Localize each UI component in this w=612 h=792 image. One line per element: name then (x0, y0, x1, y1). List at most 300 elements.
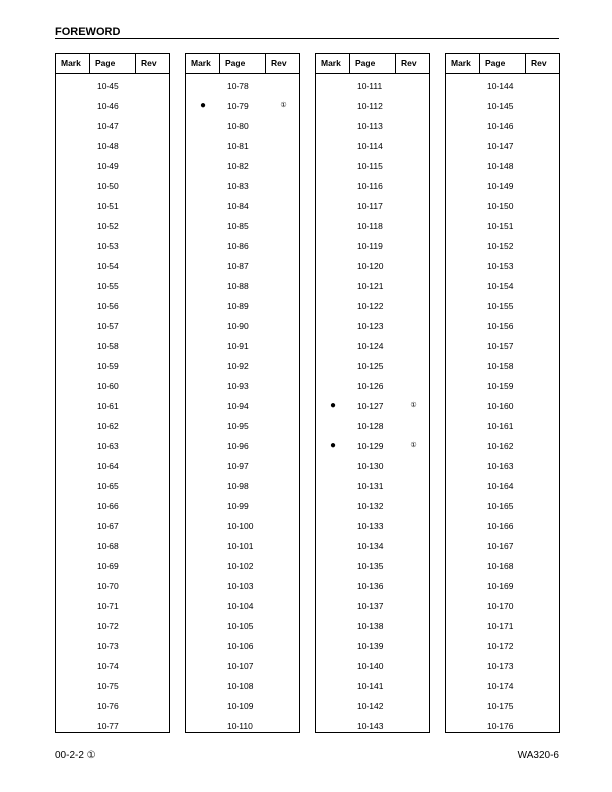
page-cell: 10-108 (227, 681, 254, 691)
mark-cell (56, 96, 90, 116)
table-row (56, 536, 169, 556)
rev-cell (396, 596, 431, 616)
table-row (56, 616, 169, 636)
mark-cell (186, 516, 220, 536)
mark-cell (186, 116, 220, 136)
page-cell: 10-157 (487, 341, 514, 351)
table-header (56, 54, 169, 74)
page-cell: 10-168 (487, 561, 514, 571)
revision-table-2 (185, 53, 300, 733)
page-cell: 10-118 (357, 221, 383, 231)
mark-cell (186, 196, 220, 216)
table-row (316, 136, 429, 156)
page-cell: 10-92 (227, 361, 249, 371)
page-cell: 10-116 (357, 181, 383, 191)
rev-cell (526, 416, 561, 436)
page-cell: 10-95 (227, 421, 249, 431)
rev-cell (136, 76, 171, 96)
table-row (56, 76, 169, 96)
table-row (446, 216, 559, 236)
page-cell: 10-56 (97, 301, 119, 311)
page-cell: 10-170 (487, 601, 514, 611)
mark-cell (316, 216, 350, 236)
table-row (446, 676, 559, 696)
rev-cell (266, 356, 301, 376)
mark-cell (56, 316, 90, 336)
table-row (56, 216, 169, 236)
mark-cell (446, 116, 480, 136)
table-row (56, 596, 169, 616)
rev-cell (136, 196, 171, 216)
mark-cell (316, 336, 350, 356)
table-row (56, 136, 169, 156)
page-cell: 10-126 (357, 381, 384, 391)
table-row (56, 316, 169, 336)
page-cell: 10-114 (357, 141, 383, 151)
page-cell: 10-49 (97, 161, 119, 171)
rev-cell (266, 636, 301, 656)
rev-cell (526, 456, 561, 476)
rev-cell (526, 376, 561, 396)
table-row (316, 316, 429, 336)
page-cell: 10-144 (487, 81, 514, 91)
page-cell: 10-101 (227, 541, 254, 551)
page-cell: 10-139 (357, 641, 384, 651)
mark-cell (56, 596, 90, 616)
page-cell: 10-121 (357, 281, 384, 291)
mark-cell (446, 176, 480, 196)
page-cell: 10-109 (227, 701, 254, 711)
page-cell: 10-58 (97, 341, 119, 351)
page-cell: 10-141 (357, 681, 384, 691)
page-cell: 10-136 (357, 581, 384, 591)
table-row (56, 516, 169, 536)
rev-cell (136, 376, 171, 396)
mark-cell (316, 596, 350, 616)
rev-cell (136, 276, 171, 296)
mark-cell (446, 716, 480, 736)
rev-cell (526, 96, 561, 116)
page-cell: 10-122 (357, 301, 384, 311)
table-row (56, 376, 169, 396)
mark-cell (316, 136, 350, 156)
page-cell: 10-61 (97, 401, 119, 411)
rev-cell (136, 436, 171, 456)
mark-cell (186, 356, 220, 376)
table-row (316, 256, 429, 276)
mark-cell (316, 716, 350, 736)
page-cell: 10-98 (227, 481, 249, 491)
table-row (446, 536, 559, 556)
table-row (186, 276, 299, 296)
table-row (316, 636, 429, 656)
page-cell: 10-66 (97, 501, 119, 511)
mark-cell (446, 196, 480, 216)
table-row (446, 336, 559, 356)
page-cell: 10-138 (357, 621, 384, 631)
rev-cell (266, 76, 301, 96)
rev-cell (396, 136, 431, 156)
page-cell: 10-100 (227, 521, 254, 531)
mark-cell (186, 136, 220, 156)
table-row (446, 176, 559, 196)
table-row (186, 396, 299, 416)
table-row (316, 556, 429, 576)
page-column-header: Page (350, 54, 396, 73)
mark-cell (446, 516, 480, 536)
page-cell: 10-152 (487, 241, 514, 251)
page-column-header: Page (480, 54, 526, 73)
table-row (186, 256, 299, 276)
table-row (186, 436, 299, 456)
page-cell: 10-45 (97, 81, 119, 91)
rev-cell (136, 216, 171, 236)
mark-cell (316, 496, 350, 516)
table-row (186, 596, 299, 616)
mark-cell (316, 696, 350, 716)
page-cell: 10-171 (487, 621, 514, 631)
page-cell: 10-135 (357, 561, 384, 571)
page-cell: 10-151 (487, 221, 514, 231)
mark-cell (56, 676, 90, 696)
rev-cell (526, 176, 561, 196)
table-row (186, 96, 299, 116)
table-row (446, 116, 559, 136)
page-cell: 10-149 (487, 181, 514, 191)
rev-cell (266, 116, 301, 136)
mark-cell (56, 436, 90, 456)
mark-cell (56, 356, 90, 376)
mark-cell (186, 496, 220, 516)
page-cell: 10-163 (487, 461, 514, 471)
rev-cell (396, 716, 431, 736)
page-cell: 10-172 (487, 641, 514, 651)
table-row (316, 656, 429, 676)
page-cell: 10-147 (487, 141, 514, 151)
mark-cell (56, 376, 90, 396)
table-row (56, 196, 169, 216)
page-cell: 10-156 (487, 321, 514, 331)
rev-cell (526, 396, 561, 416)
page-column-header: Page (90, 54, 136, 73)
rev-cell (136, 576, 171, 596)
page-cell: 10-167 (487, 541, 514, 551)
page-cell: 10-53 (97, 241, 119, 251)
page-cell: 10-145 (487, 101, 514, 111)
page-cell: 10-143 (357, 721, 384, 731)
mark-cell (56, 256, 90, 276)
page-cell: 10-140 (357, 661, 384, 671)
table-row (56, 96, 169, 116)
page-cell: 10-127 (357, 401, 384, 411)
table-row (446, 256, 559, 276)
mark-cell (316, 196, 350, 216)
mark-cell: ● (199, 100, 207, 111)
rev-cell (136, 176, 171, 196)
mark-cell (56, 656, 90, 676)
mark-cell (56, 616, 90, 636)
rev-cell (526, 596, 561, 616)
page-cell: 10-96 (227, 441, 249, 451)
rev-cell (136, 516, 171, 536)
mark-cell (316, 176, 350, 196)
page-cell: 10-87 (227, 261, 249, 271)
rev-cell (136, 336, 171, 356)
section-title: FOREWORD (55, 26, 121, 38)
table-row (316, 596, 429, 616)
table-row (186, 456, 299, 476)
table-row (446, 436, 559, 456)
mark-cell (56, 156, 90, 176)
rev-cell (396, 176, 431, 196)
page-cell: 10-133 (357, 521, 384, 531)
rev-cell (396, 216, 431, 236)
rev-cell (396, 576, 431, 596)
rev-cell (526, 516, 561, 536)
mark-cell (186, 636, 220, 656)
mark-cell (186, 696, 220, 716)
table-row (316, 236, 429, 256)
mark-cell (446, 436, 480, 456)
rev-cell (136, 496, 171, 516)
rev-cell (136, 456, 171, 476)
table-row (446, 276, 559, 296)
table-row (186, 716, 299, 736)
mark-cell (446, 456, 480, 476)
page-cell: 10-59 (97, 361, 119, 371)
mark-cell (446, 316, 480, 336)
rev-cell (526, 676, 561, 696)
rev-cell (396, 116, 431, 136)
mark-column-header: Mark (446, 54, 480, 73)
mark-cell (316, 76, 350, 96)
rev-cell (396, 496, 431, 516)
mark-cell (56, 296, 90, 316)
rev-cell: ① (410, 402, 417, 409)
mark-cell (56, 276, 90, 296)
mark-cell (446, 476, 480, 496)
rev-cell (136, 296, 171, 316)
table-row (56, 356, 169, 376)
table-row (56, 456, 169, 476)
table-row (446, 376, 559, 396)
rev-cell (136, 416, 171, 436)
page-cell: 10-71 (97, 601, 119, 611)
table-row (186, 236, 299, 256)
page-cell: 10-54 (97, 261, 119, 271)
mark-cell (56, 516, 90, 536)
rev-cell (136, 656, 171, 676)
table-row (316, 296, 429, 316)
rev-cell (396, 336, 431, 356)
footer-page-number: 00-2-2 ① (55, 750, 96, 761)
page-cell: 10-80 (227, 121, 249, 131)
rev-cell (136, 616, 171, 636)
rev-cell (266, 516, 301, 536)
rev-cell (266, 196, 301, 216)
table-row (186, 476, 299, 496)
rev-cell (136, 396, 171, 416)
mark-cell: ● (329, 440, 337, 451)
table-row (56, 336, 169, 356)
rev-cell (396, 296, 431, 316)
rev-cell (526, 76, 561, 96)
rev-cell (526, 236, 561, 256)
mark-column-header: Mark (316, 54, 350, 73)
rev-cell (136, 636, 171, 656)
mark-cell: ● (329, 400, 337, 411)
page-cell: 10-128 (357, 421, 384, 431)
revision-table-3 (315, 53, 430, 733)
page-cell: 10-47 (97, 121, 119, 131)
page-cell: 10-134 (357, 541, 384, 551)
page-cell: 10-123 (357, 321, 384, 331)
mark-cell (446, 76, 480, 96)
rev-cell (266, 396, 301, 416)
page-cell: 10-90 (227, 321, 249, 331)
table-row (446, 456, 559, 476)
page-cell: 10-161 (487, 421, 514, 431)
page-cell: 10-169 (487, 581, 514, 591)
table-row (316, 436, 429, 456)
mark-cell (316, 296, 350, 316)
table-row (186, 496, 299, 516)
mark-cell (446, 216, 480, 236)
mark-cell (56, 476, 90, 496)
rev-cell (526, 716, 561, 736)
mark-cell (186, 416, 220, 436)
rev-cell (396, 536, 431, 556)
rev-cell (266, 436, 301, 456)
rev-cell (396, 556, 431, 576)
rev-cell (136, 556, 171, 576)
rev-cell (266, 616, 301, 636)
rev-cell (266, 536, 301, 556)
mark-cell (56, 176, 90, 196)
mark-cell (316, 376, 350, 396)
mark-cell (446, 536, 480, 556)
mark-cell (186, 596, 220, 616)
page-cell: 10-148 (487, 161, 514, 171)
mark-cell (56, 336, 90, 356)
table-row (56, 396, 169, 416)
rev-cell (266, 136, 301, 156)
revision-table-1 (55, 53, 170, 733)
rev-cell (136, 716, 171, 736)
page-cell: 10-46 (97, 101, 119, 111)
table-row (186, 616, 299, 636)
rev-cell (396, 376, 431, 396)
page-cell: 10-70 (97, 581, 119, 591)
mark-cell (56, 116, 90, 136)
rev-cell (136, 596, 171, 616)
table-row (446, 316, 559, 336)
table-header (316, 54, 429, 74)
rev-cell (136, 256, 171, 276)
rev-cell (526, 556, 561, 576)
rev-column-header: Rev (141, 58, 157, 68)
table-row (316, 696, 429, 716)
page-cell: 10-97 (227, 461, 249, 471)
table-row (56, 496, 169, 516)
table-row (316, 356, 429, 376)
table-header (186, 54, 299, 74)
table-header (446, 54, 559, 74)
rev-cell (266, 336, 301, 356)
table-row (446, 556, 559, 576)
table-row (186, 136, 299, 156)
page-cell: 10-110 (227, 721, 253, 731)
rev-cell: ① (410, 442, 417, 449)
rev-cell (396, 636, 431, 656)
mark-cell (56, 716, 90, 736)
mark-cell (446, 616, 480, 636)
page-cell: 10-106 (227, 641, 254, 651)
table-row (56, 716, 169, 736)
page-cell: 10-130 (357, 461, 384, 471)
page-cell: 10-104 (227, 601, 254, 611)
footer-model: WA320-6 (517, 750, 559, 761)
mark-cell (56, 576, 90, 596)
mark-cell (186, 576, 220, 596)
page-cell: 10-164 (487, 481, 514, 491)
table-row (56, 576, 169, 596)
mark-cell (56, 236, 90, 256)
page-cell: 10-132 (357, 501, 384, 511)
mark-cell (316, 636, 350, 656)
table-row (186, 376, 299, 396)
table-row (316, 96, 429, 116)
rev-cell (266, 556, 301, 576)
table-row (316, 576, 429, 596)
table-row (186, 356, 299, 376)
page-cell: 10-162 (487, 441, 514, 451)
rev-cell (526, 316, 561, 336)
mark-cell (316, 556, 350, 576)
rev-cell (266, 696, 301, 716)
table-row (186, 296, 299, 316)
table-row (186, 176, 299, 196)
rev-cell (266, 716, 301, 736)
table-row (316, 196, 429, 216)
table-row (446, 476, 559, 496)
page-cell: 10-158 (487, 361, 514, 371)
rev-cell (526, 476, 561, 496)
table-row (56, 116, 169, 136)
mark-cell (446, 256, 480, 276)
rev-cell (266, 216, 301, 236)
mark-cell (56, 416, 90, 436)
page-cell: 10-111 (357, 81, 383, 91)
table-row (56, 676, 169, 696)
rev-cell (526, 636, 561, 656)
mark-cell (446, 356, 480, 376)
mark-cell (446, 96, 480, 116)
table-row (316, 616, 429, 636)
mark-cell (446, 576, 480, 596)
table-row (446, 656, 559, 676)
rev-cell (136, 156, 171, 176)
mark-cell (446, 296, 480, 316)
table-row (446, 356, 559, 376)
table-row (186, 656, 299, 676)
table-row (56, 556, 169, 576)
page-cell: 10-81 (227, 141, 249, 151)
rev-cell (266, 296, 301, 316)
rev-cell (136, 236, 171, 256)
page-cell: 10-50 (97, 181, 119, 191)
page-cell: 10-155 (487, 301, 514, 311)
